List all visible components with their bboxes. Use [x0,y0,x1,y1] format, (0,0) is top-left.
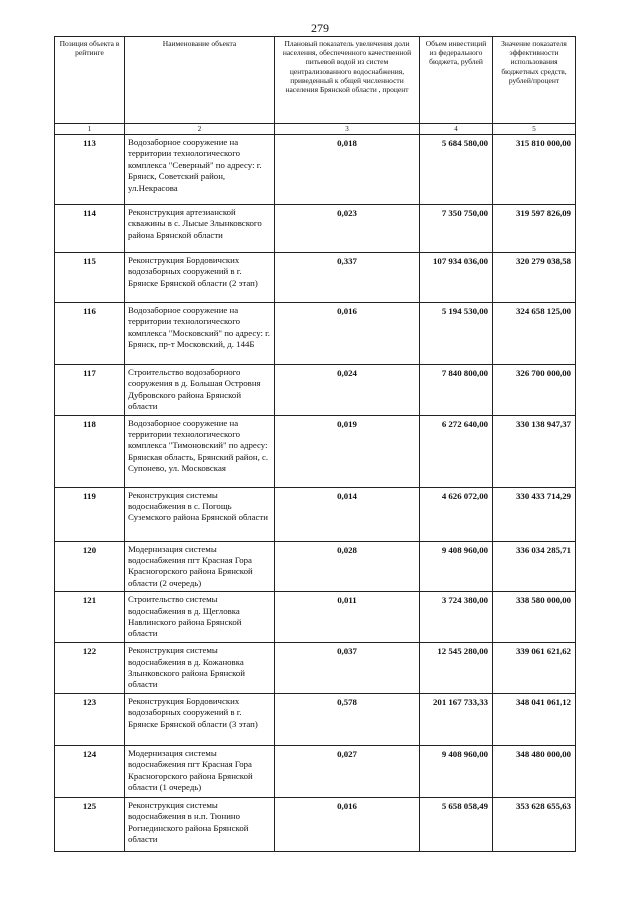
investment-cell: 201 167 733,33 [420,693,493,745]
header-name: Наименование объекта [125,37,275,124]
column-number: 1 [55,124,125,135]
column-number: 2 [125,124,275,135]
indicator-cell: 0,028 [275,541,420,592]
investment-cell: 12 545 280,00 [420,643,493,694]
efficiency-cell: 348 480 000,00 [493,745,576,797]
table-row [55,487,576,541]
page-number: 279 [311,21,329,35]
header-indicator: Плановый показатель увеличения доли населения, обеспеченного качественной питьевой водой из систем централизованного водоснабжения, приведенный к общей численности населения Брянской области , процент [275,37,420,124]
efficiency-cell: 330 138 947,37 [493,415,576,487]
object-name-cell: Строительство системы водоснабжения в д. Щегловка Навлинского района Брянской области [125,592,275,643]
table-row [55,303,576,365]
position-cell: 125 [55,797,125,851]
indicator-cell: 0,016 [275,303,420,365]
table-row [55,415,576,487]
efficiency-cell: 338 580 000,00 [493,592,576,643]
efficiency-cell: 320 279 038,58 [493,253,576,303]
object-name-cell: Строительство водозаборного сооружения в д. Большая Островня Дубровского района Брянской области [125,365,275,416]
position-cell: 119 [55,487,125,541]
efficiency-cell: 339 061 621,62 [493,643,576,694]
position-cell: 123 [55,693,125,745]
position-cell: 122 [55,643,125,694]
investment-cell: 4 626 072,00 [420,487,493,541]
table-row [55,253,576,303]
position-cell: 114 [55,205,125,253]
table-row [55,365,576,416]
efficiency-cell: 319 597 826,09 [493,205,576,253]
column-number: 5 [493,124,576,135]
position-cell: 117 [55,365,125,416]
header-efficiency: Значение показателя эффективности использования бюджетных средств, рублей/процент [493,37,576,124]
investment-cell: 5 684 580,00 [420,135,493,205]
position-cell: 118 [55,415,125,487]
object-name-cell: Реконструкция артезианской скважины в с. Лысые Злынковского района Брянской области [125,205,275,253]
table-row [55,135,576,205]
column-number: 3 [275,124,420,135]
investment-cell: 5 194 530,00 [420,303,493,365]
investment-cell: 6 272 640,00 [420,415,493,487]
investment-table [54,36,576,852]
indicator-cell: 0,037 [275,643,420,694]
investment-cell: 3 724 380,00 [420,592,493,643]
table-row [55,643,576,694]
investment-cell: 9 408 960,00 [420,745,493,797]
efficiency-cell: 348 041 061,12 [493,693,576,745]
position-cell: 124 [55,745,125,797]
position-cell: 113 [55,135,125,205]
position-cell: 116 [55,303,125,365]
object-name-cell: Модернизация системы водоснабжения пгт Красная Гора Красногорского района Брянской области (1 очередь) [125,745,275,797]
indicator-cell: 0,016 [275,797,420,851]
header-investment: Объем инвестиций из федерального бюджета, рублей [420,37,493,124]
object-name-cell: Модернизация системы водоснабжения пгт Красная Гора Красногорского района Брянской области (2 очередь) [125,541,275,592]
investment-cell: 7 350 750,00 [420,205,493,253]
table-row [55,205,576,253]
indicator-cell: 0,023 [275,205,420,253]
column-number-row [55,124,576,135]
indicator-cell: 0,011 [275,592,420,643]
table-row [55,745,576,797]
object-name-cell: Водозаборное сооружение на территории технологического комплекса "Северный" по адресу: г. Брянск, Советский район, ул.Некрасова [125,135,275,205]
table-row [55,797,576,851]
position-cell: 121 [55,592,125,643]
indicator-cell: 0,024 [275,365,420,416]
object-name-cell: Реконструкция Бордовичских водозаборных сооружений в г. Брянске Брянской области (3 этап) [125,693,275,745]
table-row [55,592,576,643]
object-name-cell: Водозаборное сооружение на территории технологического комплекса "Московский" по адресу: г. Брянск, пр-т Московский, д. 144Б [125,303,275,365]
table-row [55,693,576,745]
indicator-cell: 0,018 [275,135,420,205]
object-name-cell: Реконструкция Бордовичских водозаборных сооружений в г. Брянске Брянской области (2 этап) [125,253,275,303]
object-name-cell: Реконструкция системы водоснабжения в д. Кожановка Злынковского района Брянской области [125,643,275,694]
indicator-cell: 0,578 [275,693,420,745]
table-row [55,541,576,592]
header-row [55,37,576,124]
investment-cell: 7 840 800,00 [420,365,493,416]
investment-cell: 5 658 058,49 [420,797,493,851]
efficiency-cell: 330 433 714,29 [493,487,576,541]
efficiency-cell: 326 700 000,00 [493,365,576,416]
efficiency-cell: 324 658 125,00 [493,303,576,365]
object-name-cell: Реконструкция системы водоснабжения в с. Погощь Суземского района Брянской области [125,487,275,541]
position-cell: 115 [55,253,125,303]
indicator-cell: 0,019 [275,415,420,487]
position-cell: 120 [55,541,125,592]
efficiency-cell: 353 628 655,63 [493,797,576,851]
object-name-cell: Водозаборное сооружение на территории технологического комплекса "Тимоновский" по адресу: Брянская область, Брянский район, с. Супонево, ул. Московская [125,415,275,487]
investment-cell: 9 408 960,00 [420,541,493,592]
indicator-cell: 0,337 [275,253,420,303]
object-name-cell: Реконструкция системы водоснабжения в н.п. Тюнино Рогнединского района Брянской области [125,797,275,851]
efficiency-cell: 315 810 000,00 [493,135,576,205]
indicator-cell: 0,027 [275,745,420,797]
indicator-cell: 0,014 [275,487,420,541]
investment-cell: 107 934 036,00 [420,253,493,303]
efficiency-cell: 336 034 285,71 [493,541,576,592]
column-number: 4 [420,124,493,135]
header-position: Позиция объекта в рейтинге [55,37,125,124]
